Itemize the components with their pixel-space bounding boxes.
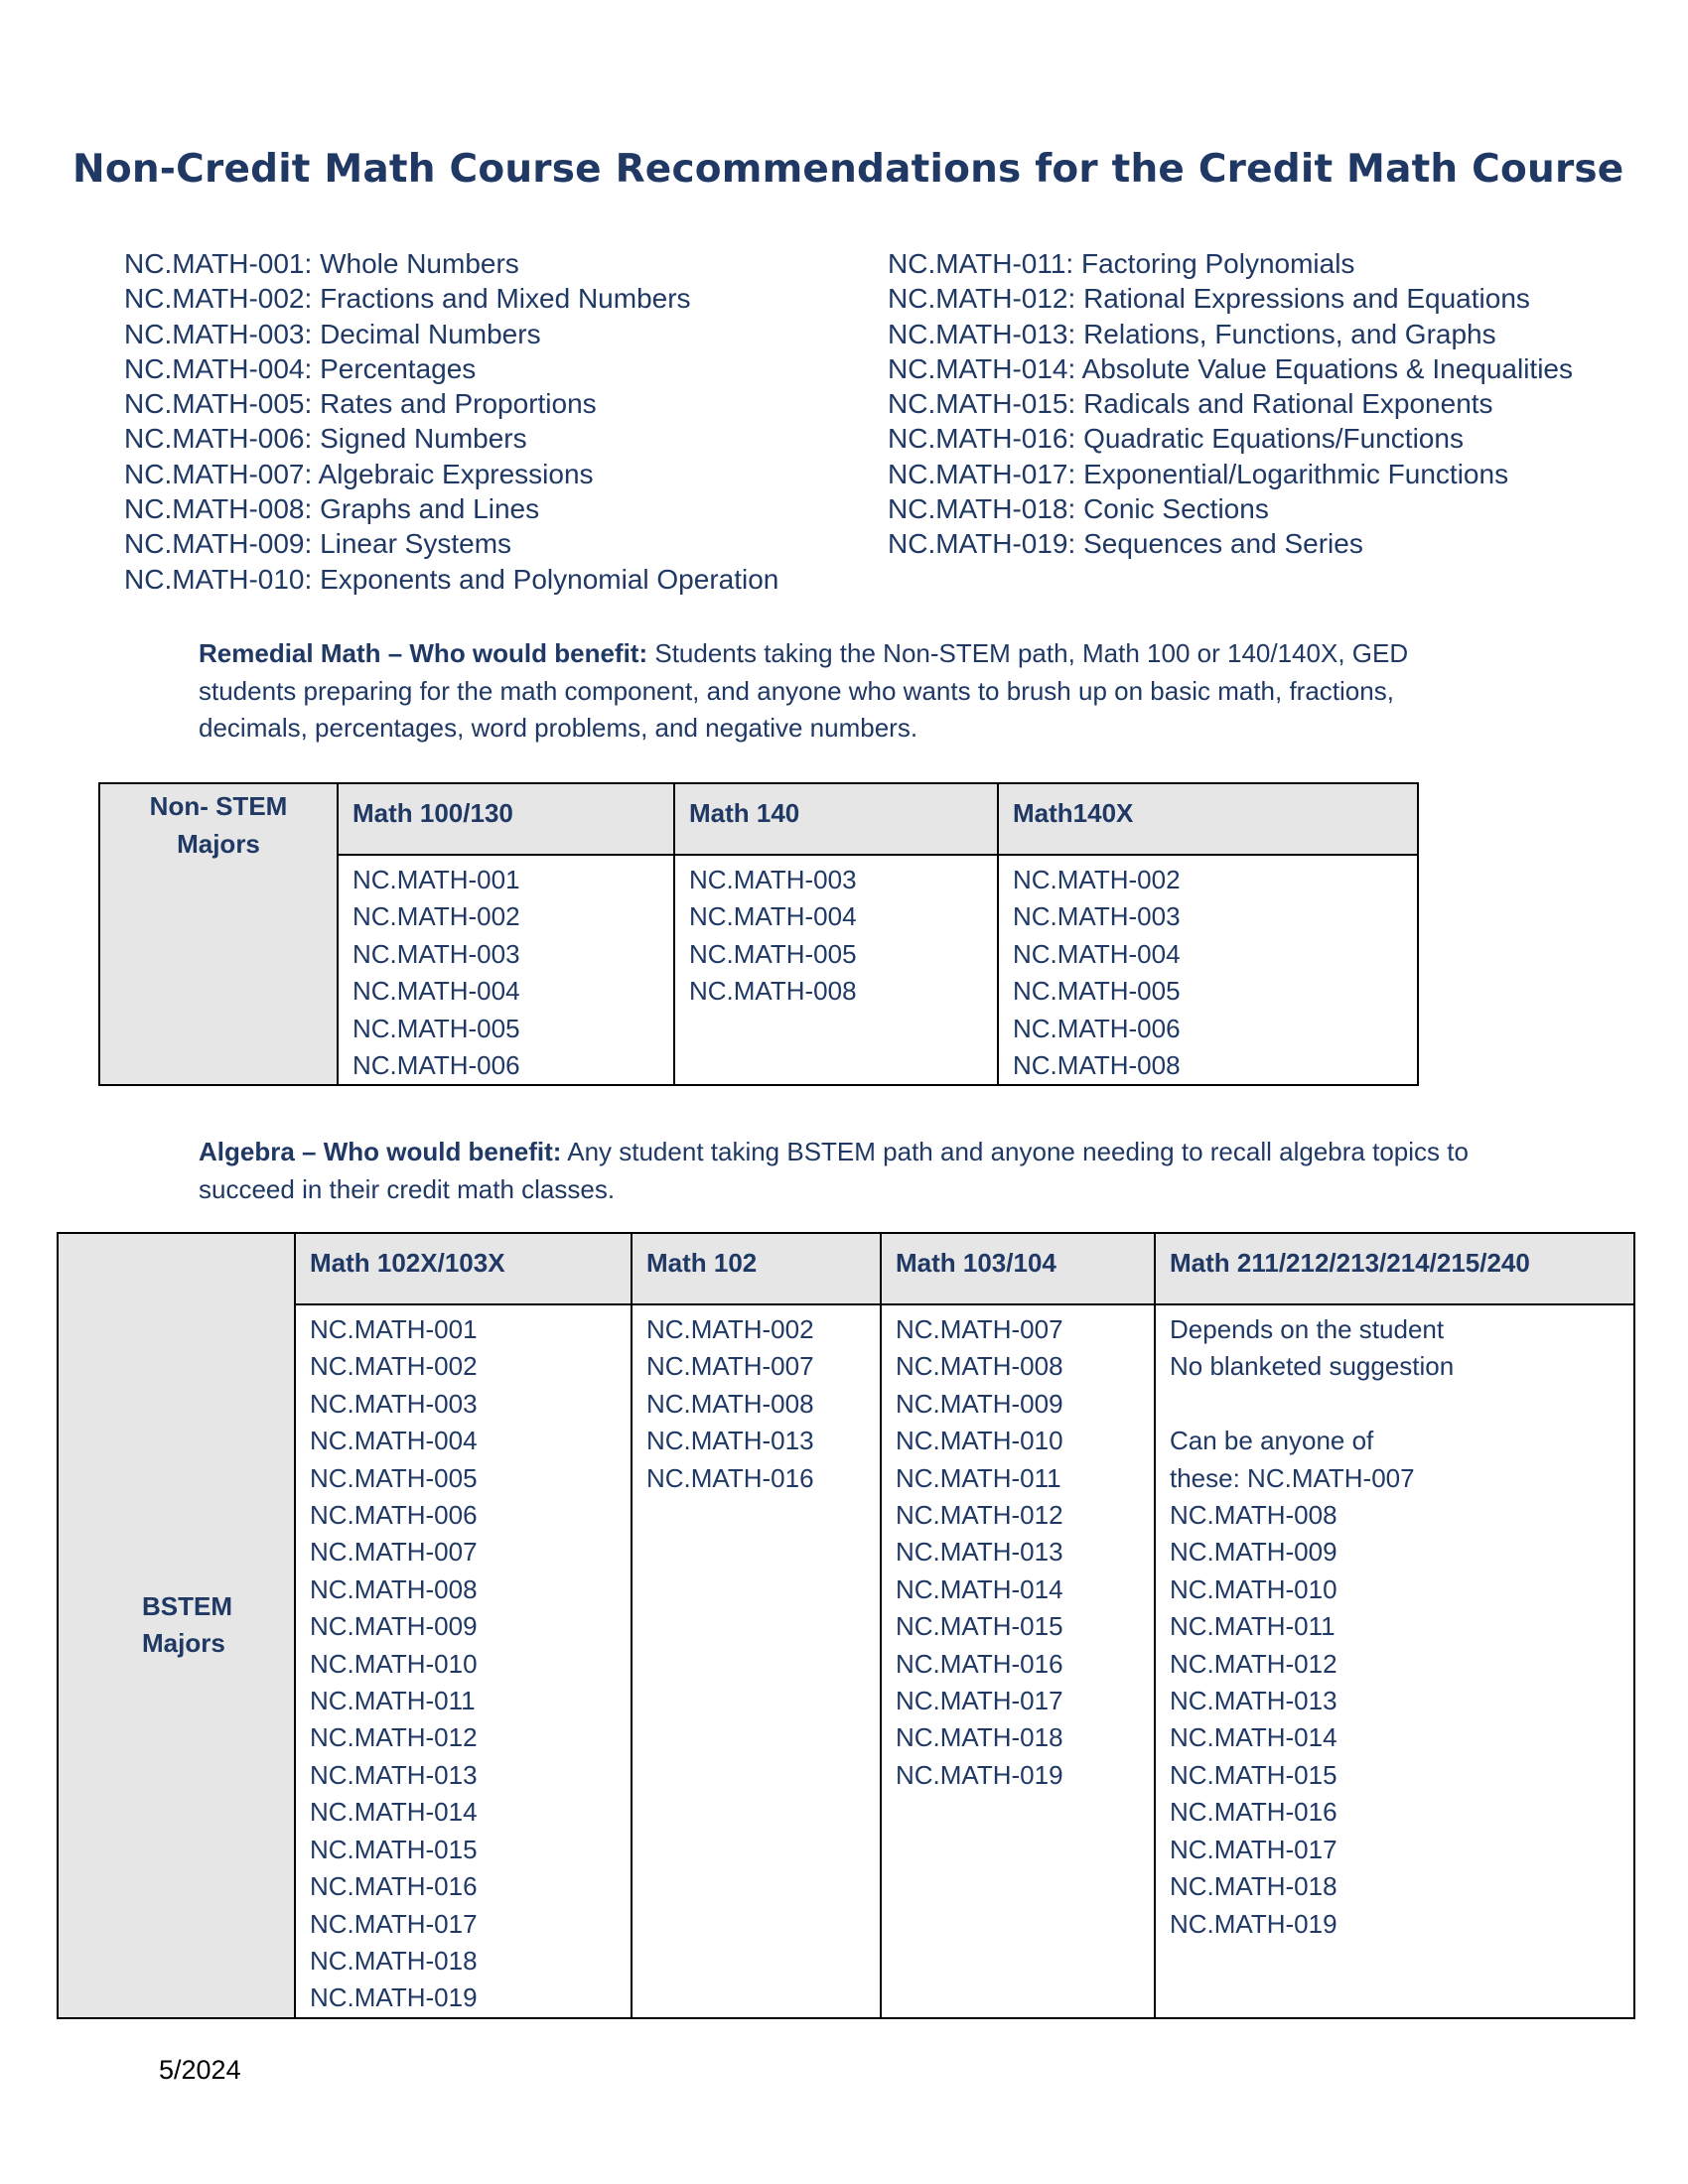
cell-course-code: NC.MATH-012 <box>310 1722 478 1753</box>
bstem-body-row <box>58 1304 1634 2018</box>
cell-course-code: NC.MATH-012 <box>896 1500 1063 1531</box>
bstem-side-line2: Majors <box>142 1628 225 1659</box>
cell-course-code: NC.MATH-007 <box>310 1537 478 1568</box>
cell-course-code: NC.MATH-004 <box>689 901 857 932</box>
remedial-description <box>199 635 1489 748</box>
cell-course-code: NC.MATH-002 <box>646 1314 814 1344</box>
course-list-right <box>888 246 1573 562</box>
cell-course-code: NC.MATH-015 <box>1170 1759 1337 1790</box>
nonstem-side-line2: Majors <box>177 828 260 859</box>
cell-course-code: NC.MATH-004 <box>1013 938 1181 969</box>
bstem-cell-1 <box>632 1304 881 2018</box>
cell-course-code: NC.MATH-009 <box>1170 1537 1337 1568</box>
course-list-item: NC.MATH-014: Absolute Value Equations & Inequalities <box>888 352 1574 384</box>
cell-course-code: NC.MATH-017 <box>896 1686 1063 1716</box>
cell-course-code: these: NC.MATH-007 <box>1170 1462 1415 1493</box>
cell-course-code: NC.MATH-005 <box>1013 976 1181 1007</box>
course-list-item: NC.MATH-006: Signed Numbers <box>124 423 527 455</box>
cell-course-code <box>1170 1386 1633 1423</box>
cell-course-code: NC.MATH-008 <box>896 1351 1063 1382</box>
cell-course-code: NC.MATH-011 <box>1170 1611 1336 1642</box>
nonstem-header-0: Math 100/130 <box>338 783 674 855</box>
cell-course-code: NC.MATH-017 <box>310 1908 478 1939</box>
cell-course-code: NC.MATH-016 <box>646 1462 814 1493</box>
cell-course-code: NC.MATH-007 <box>896 1314 1063 1344</box>
cell-course-code: NC.MATH-008 <box>1013 1050 1181 1081</box>
cell-course-code: NC.MATH-006 <box>352 1050 520 1081</box>
cell-course-code: NC.MATH-009 <box>896 1388 1063 1419</box>
cell-course-code: NC.MATH-004 <box>310 1426 478 1456</box>
course-list-item: NC.MATH-019: Sequences and Series <box>888 528 1363 560</box>
course-list-item: NC.MATH-002: Fractions and Mixed Numbers <box>124 283 691 315</box>
course-list-item: NC.MATH-001: Whole Numbers <box>124 248 519 279</box>
cell-course-code: NC.MATH-018 <box>1170 1871 1337 1902</box>
cell-course-code: NC.MATH-003 <box>689 865 857 894</box>
nonstem-cell-1 <box>674 855 998 1085</box>
bstem-header-2: Math 103/104 <box>881 1233 1155 1304</box>
cell-course-code: NC.MATH-005 <box>352 1013 520 1043</box>
nonstem-header-row <box>99 783 1418 855</box>
bstem-cell-2 <box>881 1304 1155 2018</box>
cell-course-code: NC.MATH-008 <box>310 1573 478 1604</box>
cell-course-code: No blanketed suggestion <box>1170 1351 1455 1382</box>
nonstem-header-1: Math 140 <box>674 783 998 855</box>
cell-course-code: NC.MATH-003 <box>310 1388 478 1419</box>
cell-course-code: NC.MATH-012 <box>1170 1648 1337 1679</box>
bstem-side-line1: BSTEM <box>142 1590 232 1621</box>
page-title: Non-Credit Math Course Recommendations for the Credit Math Course <box>72 147 1624 192</box>
course-list-item: NC.MATH-018: Conic Sections <box>888 493 1269 525</box>
course-list-item: NC.MATH-011: Factoring Polynomials <box>888 248 1355 279</box>
bstem-header-3: Math 211/212/213/214/215/240 <box>1155 1233 1634 1304</box>
cell-course-code: NC.MATH-019 <box>310 1982 478 2013</box>
course-list-left <box>124 246 778 597</box>
remedial-text: Students taking the Non-STEM path, Math 100 or 140/140X, GED students preparing for the math component, and anyone who wants to brush up on basic math, fractions, decimals, percentages, word problems, and negative numbers. <box>199 638 1409 743</box>
cell-course-code: NC.MATH-010 <box>896 1426 1063 1456</box>
course-list-item: NC.MATH-004: Percentages <box>124 352 477 384</box>
course-list-item: NC.MATH-016: Quadratic Equations/Functions <box>888 423 1464 455</box>
cell-course-code: NC.MATH-016 <box>310 1871 478 1902</box>
course-list-item: NC.MATH-008: Graphs and Lines <box>124 493 540 525</box>
cell-course-code: NC.MATH-007 <box>646 1351 814 1382</box>
cell-course-code: NC.MATH-013 <box>1170 1686 1337 1716</box>
cell-course-code: NC.MATH-002 <box>352 901 520 932</box>
cell-course-code: NC.MATH-001 <box>352 865 520 894</box>
bstem-cell-0 <box>295 1304 632 2018</box>
cell-course-code: NC.MATH-013 <box>896 1537 1063 1568</box>
bstem-cell-3 <box>1155 1304 1634 2018</box>
cell-course-code: NC.MATH-002 <box>1013 865 1181 894</box>
course-list-item: NC.MATH-010: Exponents and Polynomial Operation <box>124 563 779 595</box>
cell-course-code: NC.MATH-019 <box>1170 1908 1337 1939</box>
algebra-text: Any student taking BSTEM path and anyone needing to recall algebra topics to succeed in their credit math classes. <box>199 1137 1469 1204</box>
algebra-label: Algebra – Who would benefit: <box>199 1137 562 1166</box>
nonstem-cell-2 <box>998 855 1418 1085</box>
cell-course-code: NC.MATH-013 <box>646 1426 814 1456</box>
course-list-item: NC.MATH-009: Linear Systems <box>124 528 512 560</box>
nonstem-table <box>98 782 1419 1086</box>
cell-course-code: NC.MATH-008 <box>1170 1500 1337 1531</box>
algebra-description <box>199 1134 1489 1208</box>
nonstem-cell-0 <box>338 855 674 1085</box>
cell-course-code: NC.MATH-010 <box>1170 1573 1337 1604</box>
nonstem-header-2: Math140X <box>998 783 1418 855</box>
cell-course-code: NC.MATH-015 <box>310 1834 478 1864</box>
cell-course-code: NC.MATH-018 <box>896 1722 1063 1753</box>
course-list-item: NC.MATH-012: Rational Expressions and Equations <box>888 283 1530 315</box>
bstem-header-row <box>58 1233 1634 1304</box>
remedial-label: Remedial Math – Who would benefit: <box>199 638 648 668</box>
cell-course-code: Can be anyone of <box>1170 1426 1374 1456</box>
course-list-item: NC.MATH-005: Rates and Proportions <box>124 388 597 420</box>
course-list-item: NC.MATH-013: Relations, Functions, and Graphs <box>888 318 1496 349</box>
footer-date: 5/2024 <box>159 2055 241 2085</box>
cell-course-code: NC.MATH-006 <box>1013 1013 1181 1043</box>
cell-course-code: NC.MATH-015 <box>896 1611 1063 1642</box>
cell-course-code: NC.MATH-019 <box>896 1759 1063 1790</box>
cell-course-code: NC.MATH-017 <box>1170 1834 1337 1864</box>
cell-course-code: NC.MATH-008 <box>689 976 857 1007</box>
cell-course-code: NC.MATH-006 <box>310 1500 478 1531</box>
cell-course-code: NC.MATH-008 <box>646 1388 814 1419</box>
cell-course-code: NC.MATH-016 <box>1170 1797 1337 1828</box>
course-list-item: NC.MATH-007: Algebraic Expressions <box>124 458 594 489</box>
cell-course-code: NC.MATH-002 <box>310 1351 478 1382</box>
nonstem-side-line1: Non- STEM <box>149 791 288 821</box>
cell-course-code: NC.MATH-014 <box>896 1573 1063 1604</box>
course-list-item: NC.MATH-017: Exponential/Logarithmic Functions <box>888 458 1509 489</box>
cell-course-code: NC.MATH-011 <box>310 1686 476 1716</box>
cell-course-code: NC.MATH-014 <box>310 1797 478 1828</box>
bstem-header-1: Math 102 <box>632 1233 881 1304</box>
bstem-side-label <box>58 1233 295 2018</box>
cell-course-code: NC.MATH-009 <box>310 1611 478 1642</box>
cell-course-code: NC.MATH-004 <box>352 976 520 1007</box>
cell-course-code: NC.MATH-014 <box>1170 1722 1337 1753</box>
cell-course-code: NC.MATH-005 <box>689 938 857 969</box>
cell-course-code: NC.MATH-005 <box>310 1462 478 1493</box>
cell-course-code: NC.MATH-013 <box>310 1759 478 1790</box>
cell-course-code: Depends on the student <box>1170 1314 1445 1344</box>
cell-course-code: NC.MATH-016 <box>896 1648 1063 1679</box>
cell-course-code: NC.MATH-001 <box>310 1314 478 1344</box>
course-list-item: NC.MATH-015: Radicals and Rational Exponents <box>888 388 1493 420</box>
cell-course-code: NC.MATH-010 <box>310 1648 478 1679</box>
cell-course-code: NC.MATH-018 <box>310 1945 478 1976</box>
cell-course-code: NC.MATH-003 <box>352 938 520 969</box>
cell-course-code: NC.MATH-011 <box>896 1462 1061 1493</box>
nonstem-side-label <box>99 783 338 1085</box>
bstem-table <box>57 1232 1635 2019</box>
bstem-header-0: Math 102X/103X <box>295 1233 632 1304</box>
course-list-item: NC.MATH-003: Decimal Numbers <box>124 318 541 349</box>
cell-course-code: NC.MATH-003 <box>1013 901 1181 932</box>
